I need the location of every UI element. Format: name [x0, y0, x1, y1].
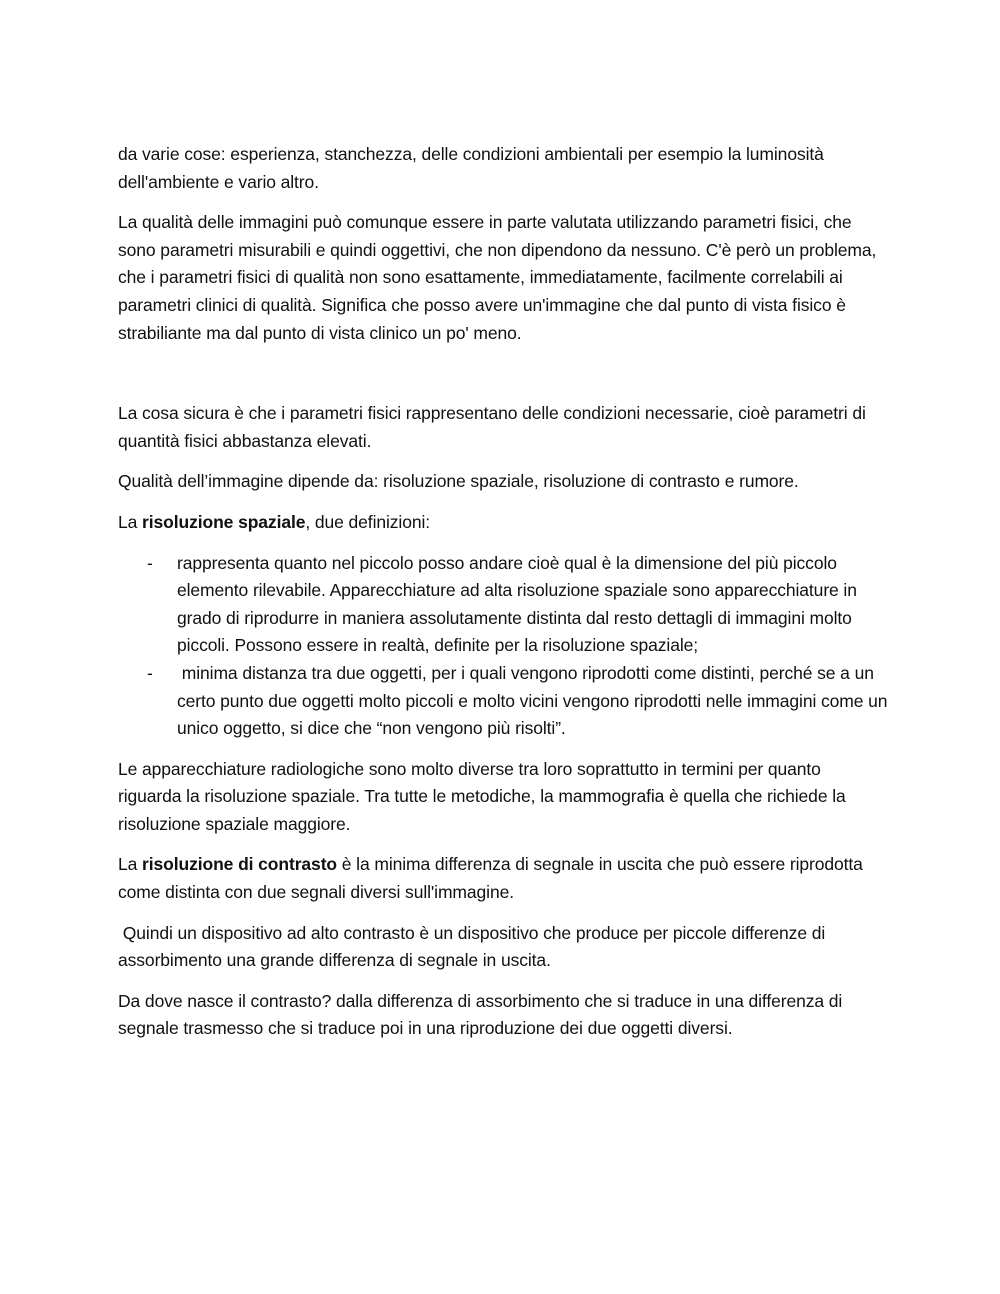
list-dash: - [147, 552, 153, 573]
paragraph-contrast-origin: Da dove nasce il contrasto? dalla differenza di assorbimento che si traduce in una differenza di segnale trasmesso che si traduce poi in una riproduzione dei due oggetti diversi. [118, 990, 843, 1039]
paragraph-physical-parameters: La cosa sicura è che i parametri fisici rappresentano delle condizioni necessarie, cioè parametri di quantità fisici abbastanza elevati. [118, 403, 866, 451]
contrast-resolution-term: risoluzione di contrasto [142, 854, 338, 875]
list-dash: - [147, 662, 153, 683]
paragraph-contrast-resolution [118, 851, 888, 906]
spatial-resolution-term: risoluzione spaziale [142, 511, 306, 532]
contrast-resolution-prefix: La [118, 854, 143, 875]
paragraph-radiology-equipment: Le apparecchiature radiologiche sono molto diverse tra loro soprattutto in termini per quanto riguarda la risoluzione spaziale. Tra tutte le metodiche, la mammografia è quella che richiede la risoluzione spaziale maggiore. [118, 758, 846, 834]
spatial-resolution-prefix: La [118, 511, 143, 532]
paragraph-spatial-resolution [118, 509, 888, 537]
document-page [118, 141, 893, 1056]
list-item-text: minima distanza tra due oggetti, per i quali vengono riprodotti come distinti, perché se a un certo punto due oggetti molto piccoli e molto vicini vengono riprodotti nelle immagini come un unico oggetto, si dice che “non vengono più risolti”. [177, 662, 893, 739]
paragraph-intro: da varie cose: esperienza, stanchezza, delle condizioni ambientali per esempio la luminosità dell'ambiente e vario altro. [118, 144, 824, 192]
spatial-resolution-suffix: , due definizioni: [305, 511, 431, 532]
definitions-list [118, 550, 893, 743]
contrast-resolution-suffix: è la minima differenza di segnale in uscita che può essere riprodotta come distinta con due segnali diversi sull'immagine. [118, 854, 863, 903]
list-item [118, 660, 893, 743]
list-item [118, 550, 888, 660]
paragraph-high-contrast-device: Quindi un dispositivo ad alto contrasto è un dispositivo che produce per piccole differenze di assorbimento una grande differenza di segnale in uscita. [118, 922, 830, 971]
paragraph-quality-depends: Qualità dell’immagine dipende da: risoluzione spaziale, risoluzione di contrasto e rumore. [118, 471, 799, 492]
list-item-text: rappresenta quanto nel piccolo posso andare cioè qual è la dimensione del più piccolo elemento rilevabile. Apparecchiature ad alta risoluzione spaziale sono apparecchiature in grado di riprodurre in maniera assolutamente distinta dal resto dettagli di immagini molto piccoli. Possono essere in realtà, definite per la risoluzione spaziale; [177, 552, 857, 656]
paragraph-image-quality: La qualità delle immagini può comunque essere in parte valutata utilizzando parametri fisici, che sono parametri misurabili e quindi oggettivi, che non dipendono da nessuno. C'è però un problema, che i parametri fisici di qualità non sono esattamente, immediatamente, facilmente correlabili ai parametri clinici di qualità. Significa che posso avere un'immagine che dal punto di vista fisico è strabiliante ma dal punto di vista clinico un po' meno. [118, 212, 877, 343]
